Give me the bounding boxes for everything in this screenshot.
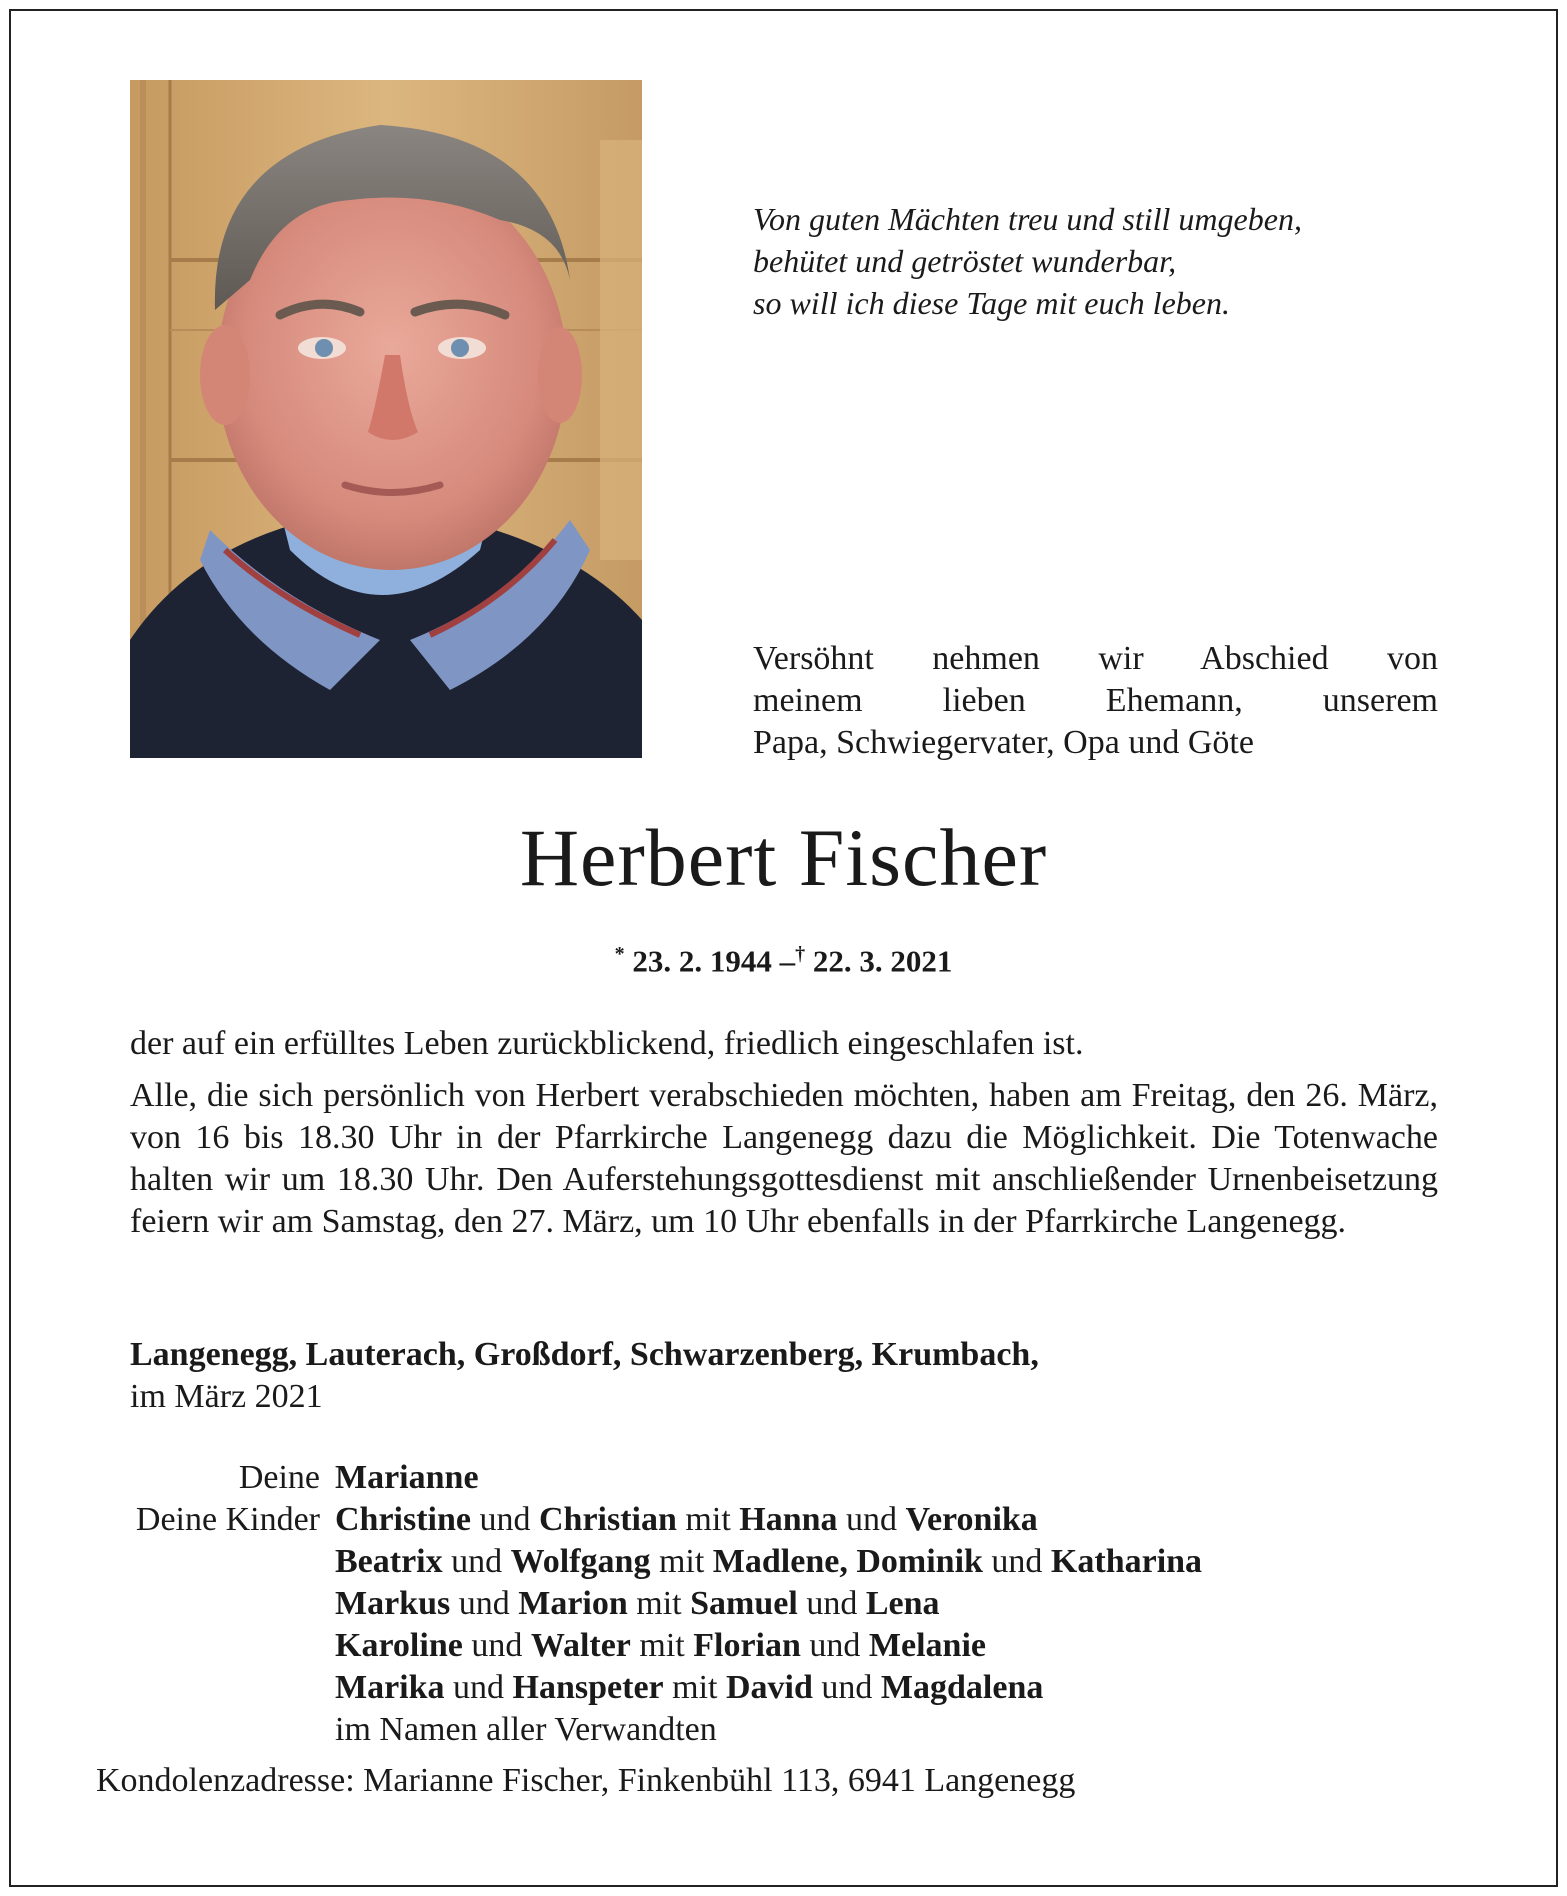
family-name: Lena	[865, 1585, 940, 1622]
condolence-address: Kondolenzadresse: Marianne Fischer, Finkenbühl 113, 6941 Langenegg	[96, 1762, 1076, 1799]
family-label: Deine	[238, 1459, 320, 1496]
connector: und	[806, 1585, 858, 1622]
announcement-date: im März 2021	[130, 1378, 323, 1415]
family-name: Christian	[539, 1501, 677, 1538]
family-signatures	[90, 1457, 1510, 1751]
family-closing: im Namen aller Verwandten	[335, 1711, 717, 1748]
connector: mit	[639, 1627, 685, 1664]
connector: und	[809, 1627, 861, 1664]
connector: und	[453, 1669, 505, 1706]
connector: mit	[658, 1543, 705, 1580]
connector: mit	[672, 1669, 718, 1706]
motto-line: so will ich diese Tage mit euch leben.	[753, 285, 1230, 321]
family-name: Beatrix	[335, 1543, 443, 1580]
intro-line: meinem lieben Ehemann, unserem	[753, 682, 1438, 719]
death-symbol: †	[795, 943, 806, 965]
family-name: Magdalena	[880, 1669, 1044, 1706]
family-name: David	[725, 1669, 813, 1706]
family-name: Florian	[693, 1627, 801, 1664]
connector: mit	[685, 1501, 731, 1538]
family-row	[90, 1583, 1510, 1625]
family-name: Madlene, Dominik	[712, 1543, 983, 1580]
family-name: Karoline	[335, 1627, 463, 1664]
motto-line: behütet und getröstet wunderbar,	[753, 243, 1177, 279]
connector: und	[471, 1627, 523, 1664]
birth-symbol: *	[614, 943, 625, 965]
service-details: Alle, die sich persönlich von Herbert verabschieden möchten, haben am Freitag, den 26. März, von 16 bis 18.30 Uhr in der Pfarrkirche Langenegg dazu die Möglichkeit. Die Totenwache halten wir um 18.30 Uhr. Den Auferstehungsgottesdienst mit anschließender Urnenbeisetzung feiern wir am Samstag, den 27. März, um 10 Uhr ebenfalls in der Pfarrkirche Langenegg.	[130, 1077, 1438, 1240]
family-row	[90, 1499, 1510, 1541]
death-date: 22. 3. 2021	[812, 943, 953, 979]
family-name: Christine	[335, 1501, 471, 1538]
places-list: Langenegg, Lauterach, Großdorf, Schwarzenberg, Krumbach,	[130, 1336, 1039, 1373]
connector: und	[991, 1543, 1043, 1580]
deceased-name: Herbert Fischer	[519, 812, 1048, 903]
portrait-photo	[130, 80, 642, 758]
connector: und	[821, 1669, 873, 1706]
family-row	[90, 1541, 1510, 1583]
family-name: Katharina	[1050, 1543, 1203, 1580]
farewell-intro	[753, 638, 1438, 764]
family-name: Samuel	[690, 1585, 798, 1622]
family-name: Veronika	[905, 1501, 1038, 1538]
family-row	[90, 1667, 1510, 1709]
family-name: Wolfgang	[510, 1543, 651, 1580]
birth-date: 23. 2. 1944	[632, 943, 772, 979]
body-first-line: der auf ein erfülltes Leben zurückblickend, friedlich eingeschlafen ist.	[130, 1025, 1084, 1062]
family-name: Marika	[335, 1669, 445, 1706]
family-name: Melanie	[868, 1627, 986, 1664]
motto-verse	[753, 198, 1473, 324]
date-separator: –	[779, 943, 796, 979]
places-and-date	[130, 1334, 1438, 1418]
family-name: Marion	[518, 1585, 628, 1622]
connector: und	[479, 1501, 531, 1538]
family-name: Hanspeter	[512, 1669, 664, 1706]
intro-line: Papa, Schwiegervater, Opa und Göte	[753, 724, 1254, 761]
connector: mit	[636, 1585, 682, 1622]
intro-line: Versöhnt nehmen wir Abschied von	[753, 640, 1438, 677]
connector: und	[846, 1501, 898, 1538]
life-dates	[0, 943, 1567, 979]
family-name: Hanna	[739, 1501, 838, 1538]
family-row	[90, 1709, 1510, 1751]
motto-line: Von guten Mächten treu und still umgeben,	[753, 201, 1302, 237]
connector: und	[451, 1543, 503, 1580]
family-name: Marianne	[335, 1459, 479, 1496]
family-name: Walter	[530, 1627, 631, 1664]
family-label: Deine Kinder	[135, 1501, 320, 1538]
connector: und	[458, 1585, 510, 1622]
family-name: Markus	[335, 1585, 451, 1622]
family-row	[90, 1625, 1510, 1667]
announcement-text	[130, 1023, 1438, 1253]
family-row	[90, 1457, 1510, 1499]
